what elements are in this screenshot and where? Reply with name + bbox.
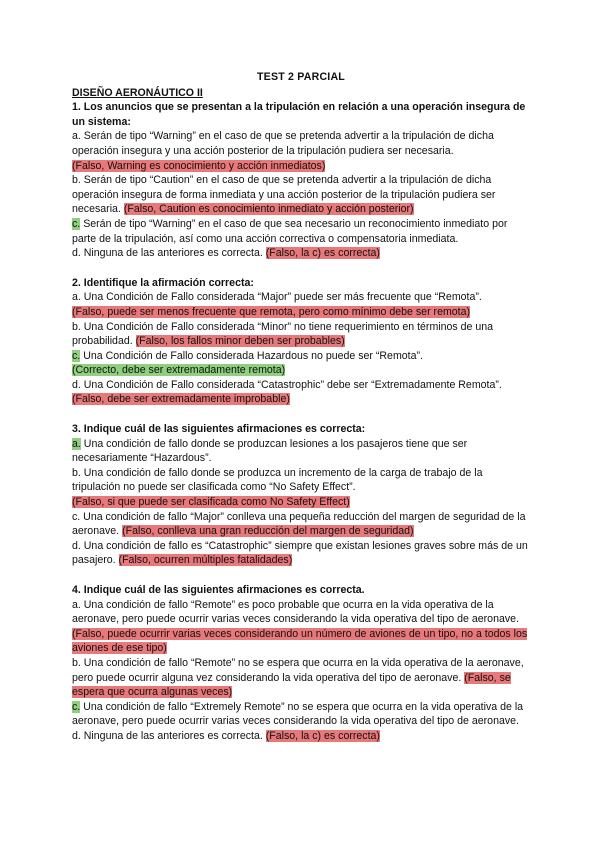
q1-option-a-text: a. Serán de tipo “Warning” en el caso de que se pretenda advertir a la tripulación de dicha operación insegura y una acción posterior de la tripulación pudiera ser necesaria. (72, 130, 494, 157)
question-4 (72, 583, 530, 744)
q4-option-c-letter: c. (72, 700, 81, 713)
document-title: TEST 2 PARCIAL (257, 71, 345, 83)
q2-option-a-text: a. Una Condición de Fallo considerada “Major” puede ser más frecuente que “Remota”. (72, 291, 482, 304)
q4-option-c (72, 700, 530, 729)
q4-option-d-text: d. Ninguna de las anteriores es correcta. (72, 729, 263, 742)
q4-option-a-text: a. Una condición de fallo “Remote” es poco probable que ocurra en la vida operativa de la aeronave, pero puede ocurrir varias veces considerando la vida operativa del tipo de aeronave. (72, 598, 519, 626)
q4-option-b (72, 656, 530, 700)
section-heading: DISEÑO AERONÁUTICO II (72, 86, 203, 99)
q1-option-a-note: (Falso, Warning es conocimiento y acción inmediatos) (72, 159, 326, 172)
q1-option-c-letter: c. (72, 217, 81, 230)
q3-option-a-text: Una condición de fallo donde se produzcan lesiones a los pasajeros tiene que ser necesariamente “Hazardous”. (72, 437, 468, 465)
q1-option-c (72, 217, 530, 246)
question-4-title: 4. Indique cuál de las siguientes afirmaciones es correcta. (72, 584, 365, 596)
q4-option-a (72, 598, 530, 656)
spacer (72, 568, 530, 583)
q4-option-b-text: b. Una condición de fallo “Remote” no se espera que ocurra en la vida operativa de la aeronave, pero puede ocurrir alguna vez considerando la vida operativa del tipo de aeronave. (72, 656, 524, 684)
q3-option-a-letter: a. (72, 437, 81, 450)
question-2-title: 2. Identifique la afirmación correcta: (72, 276, 254, 289)
q2-option-d (72, 378, 530, 407)
question-3-title: 3. Indique cuál de las siguientes afirmaciones es correcta: (72, 423, 366, 436)
q4-option-d (72, 729, 530, 744)
q1-option-d-text: d. Ninguna de las anteriores es correcta. (72, 247, 263, 260)
q1-option-d (72, 246, 530, 261)
q2-option-a-note: (Falso, puede ser menos frecuente que remota, pero como mínimo debe ser remota) (72, 305, 471, 318)
q3-option-d-note: (Falso, ocurren múltiples fatalidades) (118, 554, 293, 567)
spacer (72, 261, 530, 276)
spacer (72, 407, 530, 422)
question-2 (72, 276, 530, 407)
q2-option-c (72, 349, 530, 378)
q3-option-b (72, 466, 530, 510)
q3-option-d-text: d. Una condición de fallo es “Catastrophic” siempre que existan lesiones graves sobre más de un pasajero. (72, 539, 528, 567)
q3-option-b-text: b. Una condición de fallo donde se produzca un incremento de la carga de trabajo de la tripulación no puede ser clasificada como “No Safety Effect”. (72, 466, 483, 494)
q3-option-b-note: (Falso, si que puede ser clasificada como No Safety Effect) (72, 496, 350, 509)
q3-option-d (72, 539, 530, 568)
q3-option-c-note: (Falso, conlleva una gran reducción del margen de seguridad) (122, 525, 414, 538)
q2-option-b-note: (Falso, los fallos minor deben ser probables) (135, 335, 345, 348)
q4-option-d-note: (Falso, la c) es correcta) (265, 729, 380, 742)
q4-option-b-note: (Falso, se espera que ocurra algunas veces) (72, 671, 511, 699)
q4-option-a-note: (Falso, puede ocurrir varias veces considerando un número de aviones de un tipo, no a todos los aviones de ese tipo) (72, 627, 528, 655)
question-3 (72, 422, 530, 568)
q4-option-c-text: Una condición de fallo “Extremely Remote” no se espera que ocurra en la vida operativa de la aeronave, pero puede ocurrir varias veces considerando la vida operativa del tipo de aeronave. (72, 700, 524, 728)
q3-option-c-text: c. Una condición de fallo “Major” conlleva una pequeña reducción del margen de seguridad de la aeronave. (72, 510, 526, 538)
q1-option-c-text: Serán de tipo “Warning” en el caso de que sea necesario un reconocimiento inmediato por parte de la tripulación, así como una acción correctiva o compensatoria inmediata. (72, 217, 508, 245)
q2-option-c-text: Una Condición de Fallo considerada Hazardous no puede ser “Remota”. (80, 349, 423, 362)
q2-option-d-text: d. Una Condición de Fallo considerada “Catastrophic” debe ser “Extremadamente Remota”. (72, 378, 502, 391)
q2-option-a (72, 290, 530, 319)
q2-option-b-text: b. Una Condición de Fallo considerada “Minor” no tiene requerimiento en términos de una probabilidad. (72, 320, 494, 348)
q2-option-c-letter: c. (72, 349, 81, 362)
q1-option-d-note: (Falso, la c) es correcta) (265, 247, 380, 260)
q1-option-b-note: (Falso, Caution es conocimiento inmediato y acción posterior) (123, 203, 414, 216)
q1-option-b (72, 173, 530, 217)
q2-option-c-note: (Correcto, debe ser extremadamente remota) (72, 364, 286, 377)
question-1-title: 1. Los anuncios que se presentan a la tripulación en relación a una operación insegura de un sistema: (72, 101, 526, 128)
q1-option-b-text: b. Serán de tipo “Caution” en el caso de que se pretenda advertir a la tripulación de dicha operación insegura de forma inmediata y una acción posterior de la tripulación pudiera ser necesaria. (72, 174, 496, 216)
question-1 (72, 100, 530, 261)
q2-option-b (72, 320, 530, 349)
q2-option-d-note: (Falso, debe ser extremadamente improbable) (72, 393, 290, 406)
q3-option-c (72, 510, 530, 539)
q3-option-a (72, 437, 530, 466)
q1-option-a (72, 129, 530, 173)
